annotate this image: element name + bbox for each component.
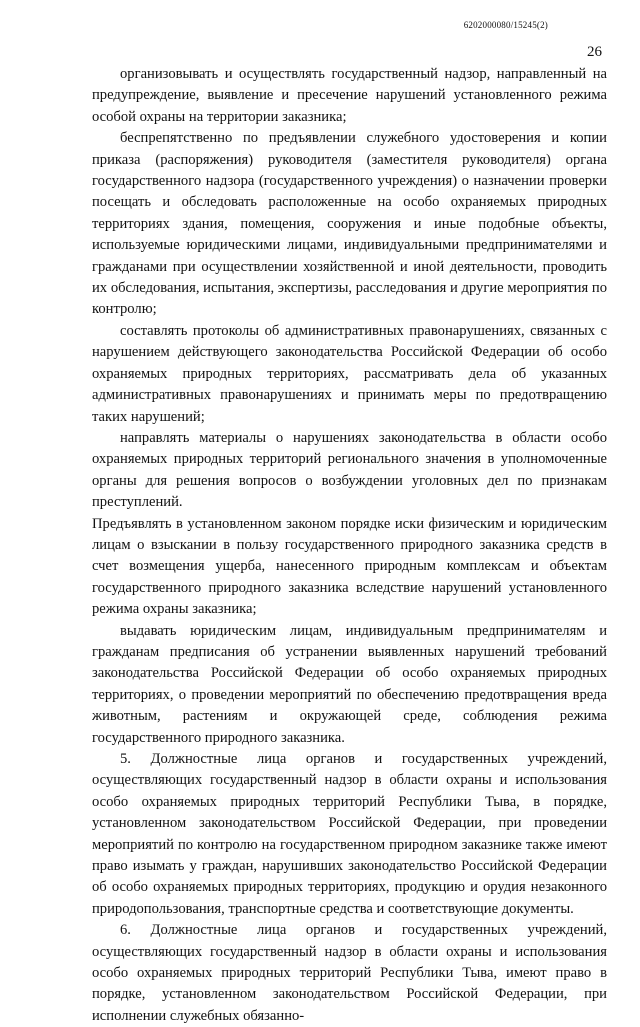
paragraph-8: 6. Должностные лица органов и государственных учреждений, осуществляющих государственный надзор в области охраны и использования особо охраняемых природных территорий Республики Тыва, имеют право в порядке, установленном законодательством Российской Федерации, при исполнении служебных обязанно-	[92, 922, 607, 1024]
paragraph-3: составлять протоколы об административных правонарушениях, связанных с нарушением действующего законодательства Российской Федерации об особо охраняемых природных территориях, рассматривать дела об указанных административных правонарушениях и принимать меры по предотвращению таких нарушений;	[92, 322, 607, 425]
paragraph-7: 5. Должностные лица органов и государственных учреждений, осуществляющих государственный надзор в области охраны и использования особо охраняемых природных территорий Республики Тыва, в порядке, установленном законодательством Российской Федерации, при проведении мероприятий по контролю на государственном природном заказнике также имеют право изымать у граждан, нарушивших законодательство Российской Федерации об особо охраняемых природных территориях, продукцию и орудия незаконного природопользования, транспортные средства и соответствующие документы.	[92, 751, 607, 917]
paragraph-2: беспрепятственно по предъявлении служебного удостоверения и копии приказа (распоряжения) руководителя (заместителя руководителя) органа государственного надзора (государственного учреждения) о назначении проверки посещать и обследовать расположенные на особо охраняемых природных территориях здания, помещения, сооружения и иные подобные объекты, используемые юридическими лицами, индивидуальными предпринимателями и гражданами при осуществлении хозяйственной и иной деятельности, проводить их обследования, испытания, экспертизы, расследования и другие мероприятия по контролю;	[92, 130, 607, 318]
paragraph-4: направлять материалы о нарушениях законодательства в области особо охраняемых природных территорий регионального значения в уполномоченные органы для решения вопросов о возбуждении уголовных дел по признакам преступлений.	[92, 429, 607, 511]
paragraph-1: организовывать и осуществлять государственный надзор, направленный на предупреждение, выявление и пресечение нарушений установленного режима особой охраны на территории заказника;	[92, 66, 607, 125]
document-body	[92, 64, 607, 1027]
paragraph-5: Предъявлять в установленном законом порядке иски физическим и юридическим лицам о взыскании в пользу государственного природного заказника средств в счет возмещения ущерба, нанесенного природным комплексам и объектам государственного природного заказника вследствие нарушений установленного режима охраны заказника;	[92, 515, 607, 618]
paragraph-6: выдавать юридическим лицам, индивидуальным предпринимателям и гражданам предписания об устранении выявленных нарушений требований законодательства Российской Федерации об особо охраняемых природных территориях, о проведении мероприятий по обеспечению предотвращения вреда животным, растениям и окружающей среде, соблюдения режима государственного природного заказника.	[92, 622, 607, 746]
page-number: 26	[587, 44, 602, 60]
document-code: 6202000080/15245(2)	[463, 20, 548, 30]
